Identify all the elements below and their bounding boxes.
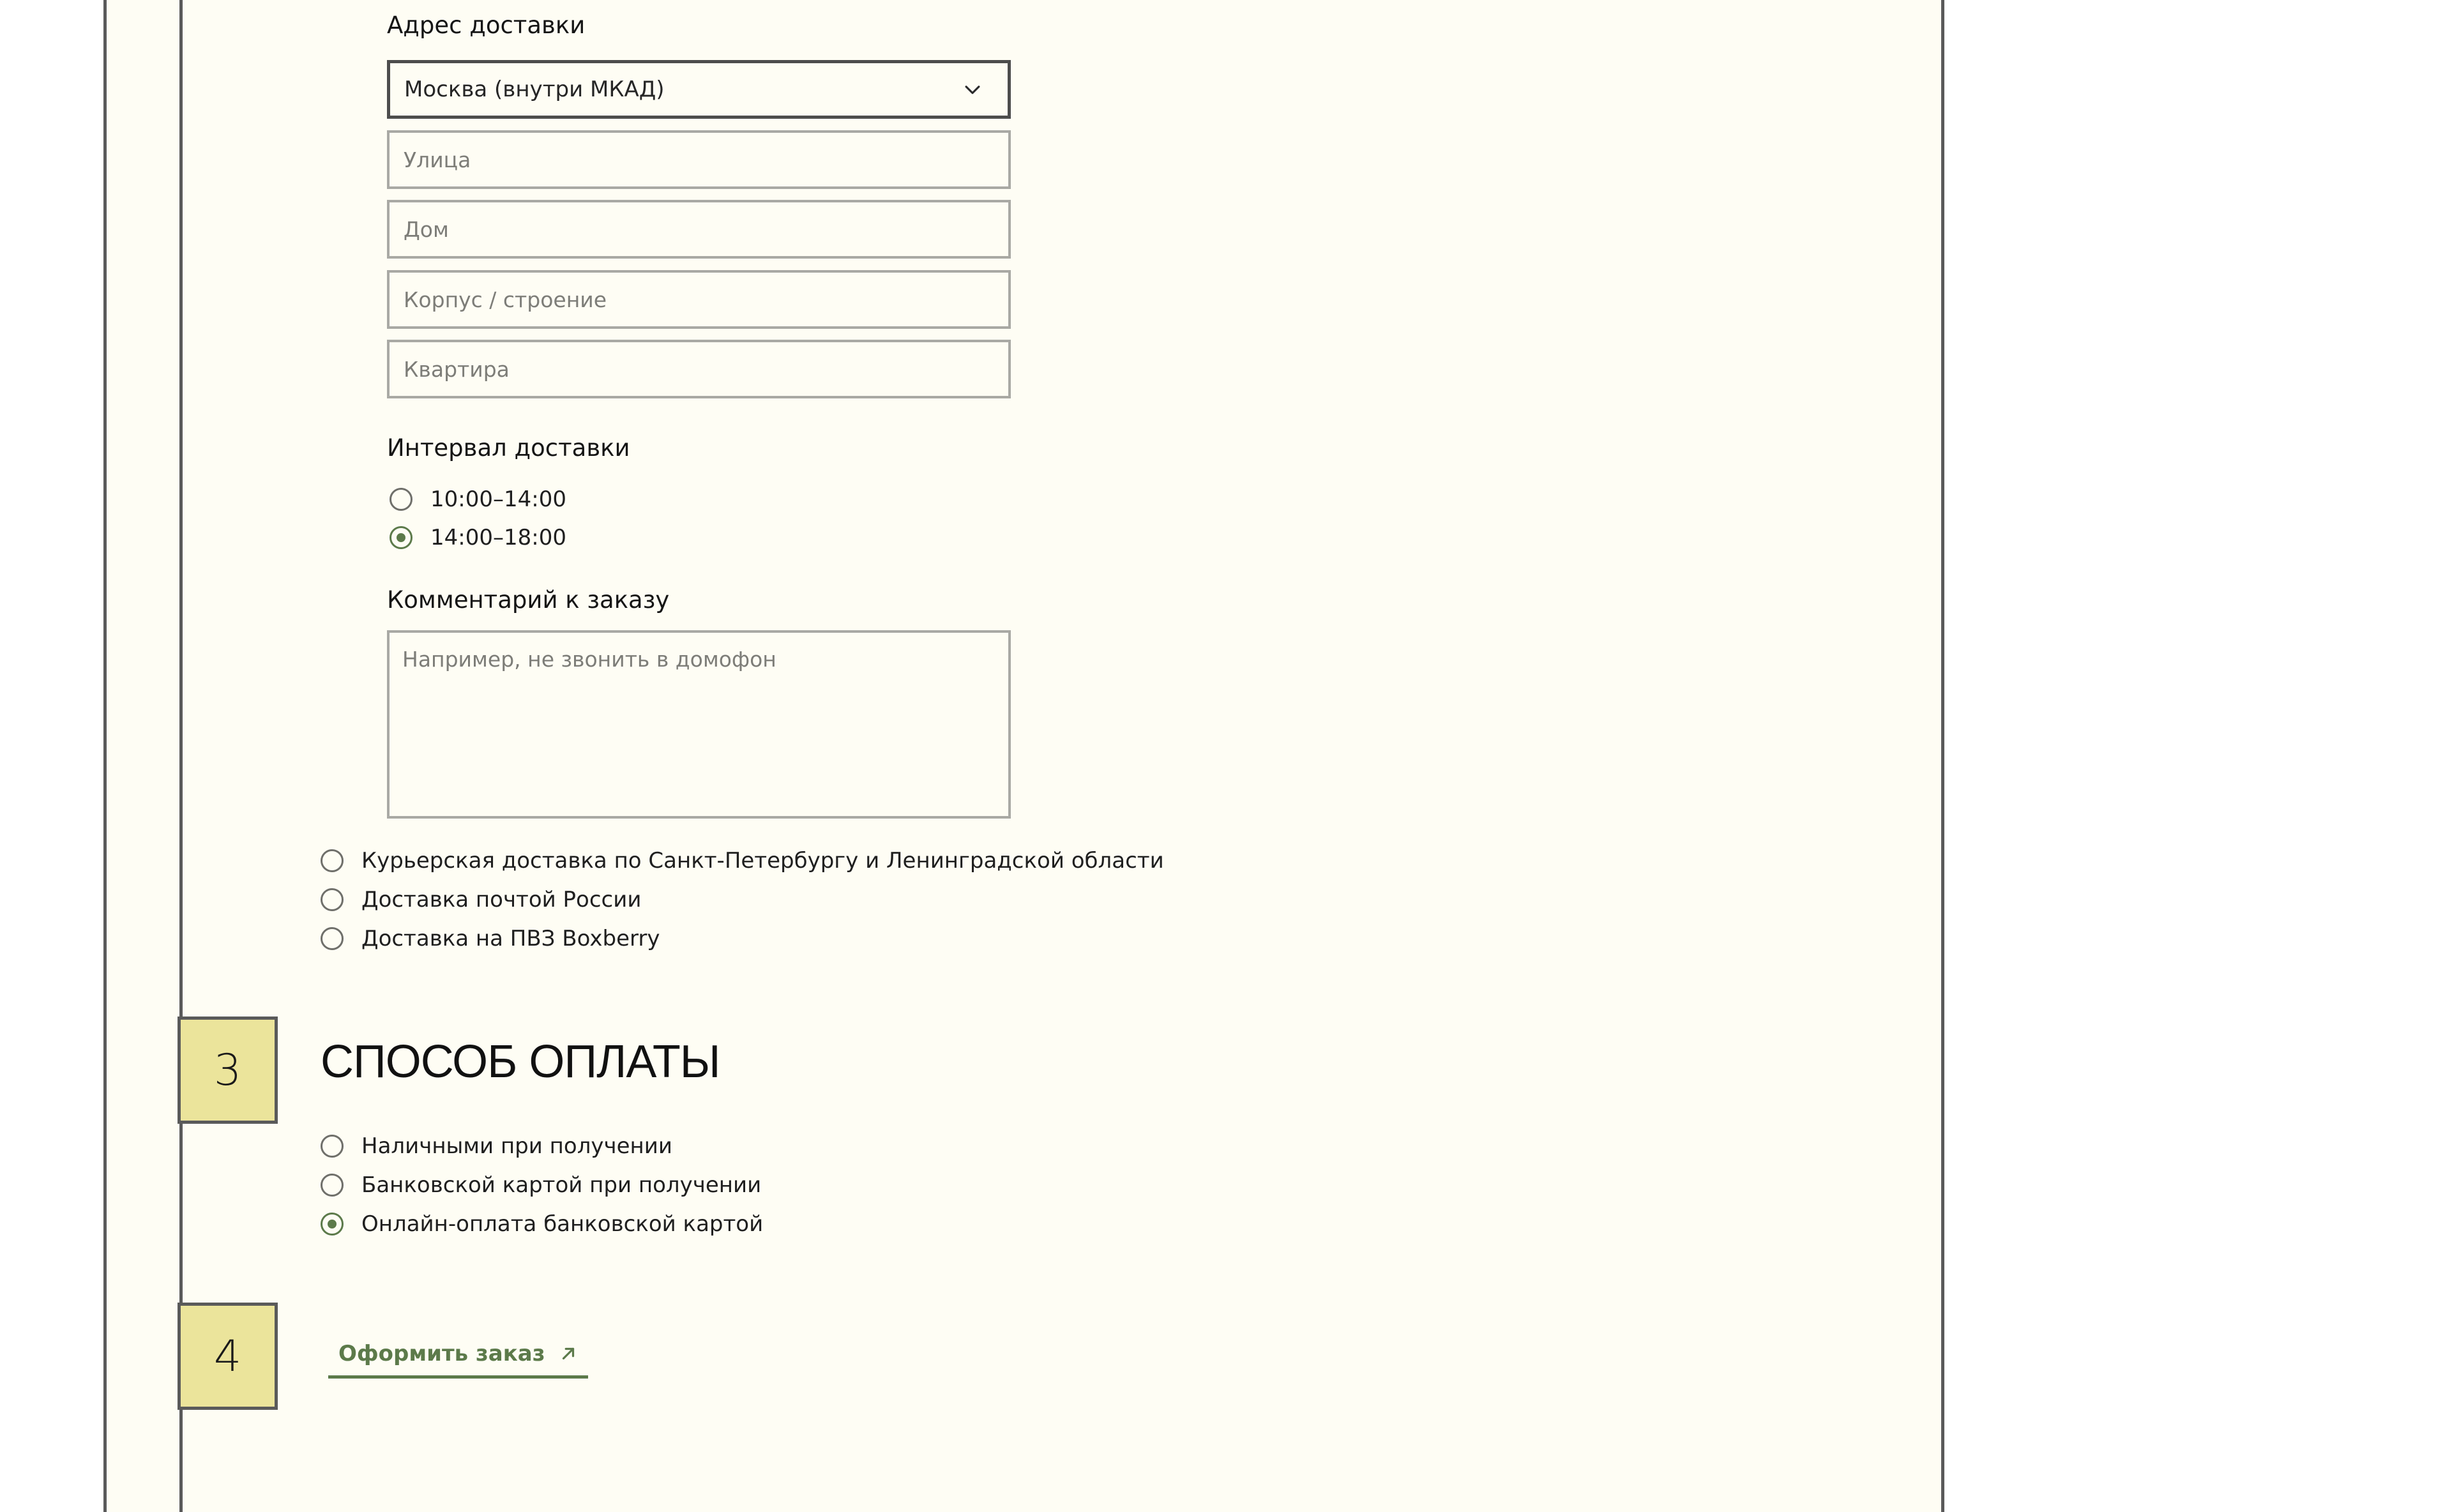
city-select-value: Москва (внутри МКАД) bbox=[404, 77, 665, 102]
comment-label: Комментарий к заказу bbox=[387, 586, 670, 614]
payment-option-label: Наличными при получении bbox=[361, 1133, 672, 1159]
house-input[interactable] bbox=[387, 200, 1011, 259]
payment-option-online-card[interactable] bbox=[321, 1211, 763, 1237]
payment-option-cash[interactable] bbox=[321, 1133, 672, 1159]
payment-option-label: Банковской картой при получении bbox=[361, 1172, 762, 1198]
interval-option-morning[interactable] bbox=[390, 487, 566, 512]
step-rail bbox=[179, 0, 183, 1512]
delivery-option-boxberry[interactable] bbox=[321, 926, 660, 951]
delivery-radio-boxberry[interactable] bbox=[321, 927, 344, 950]
delivery-option-russian-post[interactable] bbox=[321, 887, 641, 912]
interval-option-label: 10:00–14:00 bbox=[430, 487, 566, 512]
street-input[interactable] bbox=[387, 130, 1011, 189]
delivery-radio-courier-spb[interactable] bbox=[321, 849, 344, 872]
chevron-down-icon bbox=[962, 79, 983, 100]
place-order-label: Оформить заказ bbox=[338, 1341, 545, 1366]
delivery-option-label: Курьерская доставка по Санкт-Петербургу и Ленинградской области bbox=[361, 848, 1164, 873]
content-panel bbox=[103, 0, 1944, 1512]
delivery-radio-russian-post[interactable] bbox=[321, 888, 344, 911]
interval-option-afternoon[interactable] bbox=[390, 525, 566, 550]
arrow-up-right-icon bbox=[559, 1344, 578, 1363]
delivery-option-label: Доставка почтой России bbox=[361, 887, 642, 912]
address-label: Адрес доставки bbox=[387, 11, 586, 39]
delivery-option-courier-spb[interactable] bbox=[321, 848, 1164, 873]
payment-radio-online-card[interactable] bbox=[321, 1213, 344, 1236]
delivery-option-label: Доставка на ПВЗ Boxberry bbox=[361, 926, 660, 951]
interval-radio-afternoon[interactable] bbox=[390, 526, 412, 549]
building-input[interactable] bbox=[387, 270, 1011, 329]
step-number-badge: 4 bbox=[178, 1303, 278, 1410]
city-select[interactable] bbox=[387, 60, 1011, 119]
comment-textarea[interactable] bbox=[387, 630, 1011, 819]
payment-option-card-on-delivery[interactable] bbox=[321, 1172, 761, 1198]
interval-label: Интервал доставки bbox=[387, 434, 630, 462]
payment-radio-cash[interactable] bbox=[321, 1135, 344, 1158]
apartment-input[interactable] bbox=[387, 340, 1011, 398]
interval-option-label: 14:00–18:00 bbox=[430, 525, 566, 550]
payment-section-title: СПОСОБ ОПЛАТЫ bbox=[321, 1036, 720, 1087]
interval-radio-morning[interactable] bbox=[390, 488, 412, 511]
place-order-button[interactable] bbox=[328, 1332, 588, 1379]
step-number-badge: 3 bbox=[178, 1017, 278, 1124]
payment-option-label: Онлайн-оплата банковской картой bbox=[361, 1211, 764, 1237]
payment-radio-card-on-delivery[interactable] bbox=[321, 1174, 344, 1197]
